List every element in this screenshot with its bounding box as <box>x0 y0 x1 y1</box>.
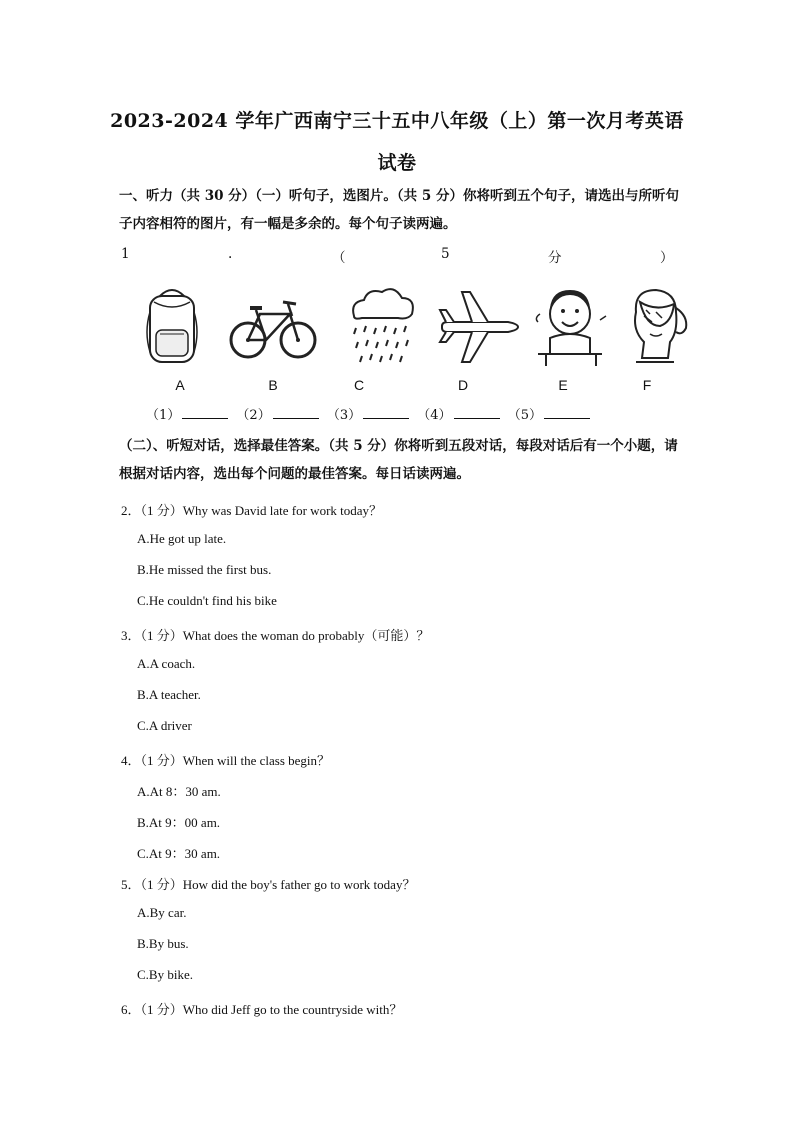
question-2-option-c[interactable]: C.He couldn't find his bike <box>137 593 277 608</box>
blank-label-4: （4） <box>417 408 452 423</box>
airplane-icon <box>436 282 520 372</box>
blank-label-5: （5） <box>507 408 542 423</box>
blank-label-1: （1） <box>146 408 181 423</box>
exam-title-line-2: 试卷 <box>377 152 417 174</box>
question-4-option-b[interactable]: B.At 9：00 am. <box>137 815 221 830</box>
blank-label-3: （3） <box>326 408 362 423</box>
question-5-option-c[interactable]: C.By bike. <box>137 967 193 982</box>
question-3-option-a[interactable]: A.A coach. <box>137 656 196 671</box>
answer-blank-4[interactable] <box>454 406 500 419</box>
picture-letter-c: C <box>353 377 365 393</box>
question-6-stem: 6．（1 分）Who did Jeff go to the countryside with？ <box>121 1002 403 1017</box>
q1-paren-open: （ <box>332 250 346 266</box>
question-5-option-b[interactable]: B.By bus. <box>137 936 189 951</box>
blank-label-2: （2） <box>236 408 271 423</box>
bicycle-icon <box>228 282 318 372</box>
question-3-option-b[interactable]: B.A teacher. <box>137 687 201 702</box>
answer-blank-3[interactable] <box>363 406 409 419</box>
question-3-option-c[interactable]: C.A driver <box>137 718 192 733</box>
question-2-option-b[interactable]: B.He missed the first bus. <box>137 562 272 577</box>
sick-woman-icon <box>616 282 696 372</box>
section-2-instructions: （二）、听短对话，选择最佳答案。（共 5 分）你将听到五段对话，每段对话后有一个小题，请根据对话内容，选出每个问题的最佳答案。每日话读两遍。 <box>119 438 678 482</box>
question-5-option-a[interactable]: A.By car. <box>137 905 187 920</box>
picture-choices <box>120 282 700 402</box>
question-4-option-c[interactable]: C.At 9：30 am. <box>137 846 221 861</box>
answer-blank-1[interactable] <box>182 406 228 419</box>
picture-letter-e: E <box>558 377 568 393</box>
question-2-option-a[interactable]: A.He got up late. <box>137 531 227 546</box>
exam-title-line-1: 2023-2024 学年广西南宁三十五中八年级（上）第一次月考英语 <box>110 110 684 132</box>
picture-letter-b: B <box>268 377 278 393</box>
picture-letter-d: D <box>457 377 469 393</box>
question-2-stem: 2．（1 分）Why was David late for work today？ <box>121 503 383 518</box>
answer-blanks-row <box>146 404 594 423</box>
picture-letter-a: A <box>175 377 185 393</box>
q1-points-unit: 分 <box>548 250 562 266</box>
section-1-instructions: 一、听力（共 30 分）（一）听句子，选图片。（共 5 分）你将听到五个句子，请选出与所听句子内容相符的图片，有一幅是多余的。每个句子读两遍。 <box>119 188 679 232</box>
rain-cloud-icon <box>342 282 422 372</box>
picture-letter-f: F <box>642 377 652 393</box>
answer-blank-2[interactable] <box>273 406 319 419</box>
question-3-stem: 3．（1 分）What does the woman do probably（可能）？ <box>121 628 430 643</box>
question-5-stem: 5．（1 分）How did the boy's father go to work today？ <box>121 877 416 892</box>
backpack-icon <box>132 282 212 372</box>
q1-dot: . <box>228 246 233 262</box>
q1-paren-close: ） <box>660 250 674 266</box>
q1-number: 1 <box>121 246 130 262</box>
boy-eating-icon <box>532 282 612 372</box>
q1-points: 5 <box>441 246 450 262</box>
question-4-stem: 4．（1 分）When will the class begin？ <box>121 753 331 768</box>
question-4-option-a[interactable]: A.At 8：30 am. <box>137 784 221 799</box>
answer-blank-5[interactable] <box>544 406 590 419</box>
